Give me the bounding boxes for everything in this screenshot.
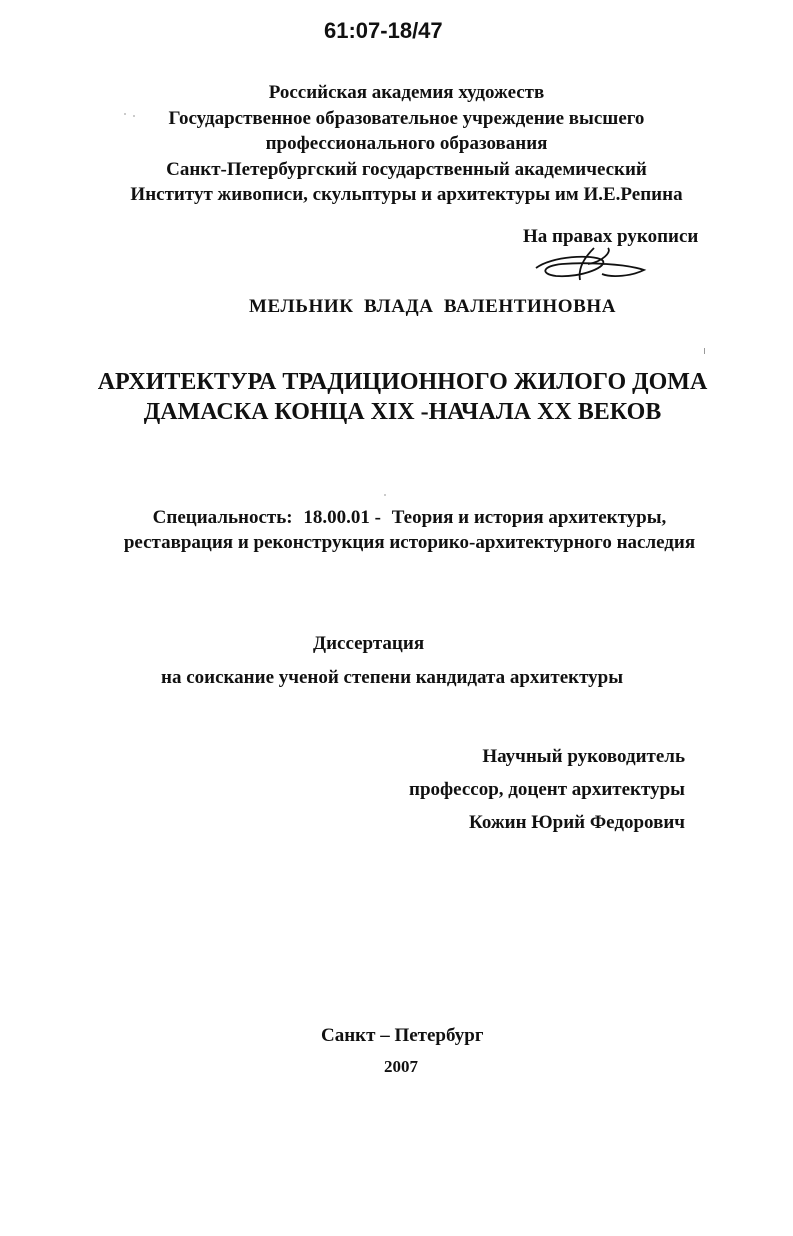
- specialty-line-2: реставрация и реконструкция историко-архитектурного наследия: [123, 532, 696, 553]
- specialty-name: Теория и история архитектуры,: [391, 507, 667, 528]
- title-line: ДАМАСКА КОНЦА XIX -НАЧАЛА XX ВЕКОВ: [143, 399, 662, 425]
- author-name: МЕЛЬНИК ВЛАДА ВАЛЕНТИНОВНА: [249, 296, 617, 317]
- supervisor-position: профессор, доцент архитектуры: [409, 779, 685, 800]
- institution-line: Санкт-Петербургский государственный академический: [166, 158, 647, 180]
- specialty-block: [0, 505, 793, 555]
- specialty-code: 18.00.01 -: [303, 507, 381, 528]
- institution-line: Российская академия художеств: [268, 82, 545, 103]
- specialty-label: Специальность:: [152, 507, 293, 528]
- scan-speck: [384, 494, 386, 496]
- supervisor-block: [409, 740, 685, 839]
- supervisor-label: Научный руководитель: [482, 746, 685, 767]
- institution-line: Институт живописи, скульптуры и архитектуры им И.Е.Репина: [130, 184, 683, 205]
- institution-line: Государственное образовательное учреждение высшего: [168, 107, 645, 129]
- institution-line: профессионального образования: [265, 133, 548, 154]
- catalog-number: 61:07-18/47: [324, 18, 443, 43]
- year: 2007: [384, 1057, 418, 1076]
- dissertation-title: [0, 367, 793, 427]
- institution-block: [0, 80, 793, 208]
- city: Санкт – Петербург: [321, 1025, 484, 1046]
- degree-line: на соискание ученой степени кандидата архитектуры: [161, 667, 624, 688]
- specialty-line-1: [0, 505, 793, 530]
- scan-speck: [133, 115, 135, 117]
- supervisor-name: Кожин Юрий Федорович: [468, 812, 685, 833]
- scan-speck: [704, 348, 705, 354]
- scan-speck: [124, 113, 126, 115]
- dissertation-label: Диссертация: [313, 633, 425, 654]
- title-line: АРХИТЕКТУРА ТРАДИЦИОННОГО ЖИЛОГО ДОМА: [97, 369, 708, 395]
- signature-icon: [532, 244, 652, 284]
- manuscript-note: На правах рукописи: [523, 226, 699, 247]
